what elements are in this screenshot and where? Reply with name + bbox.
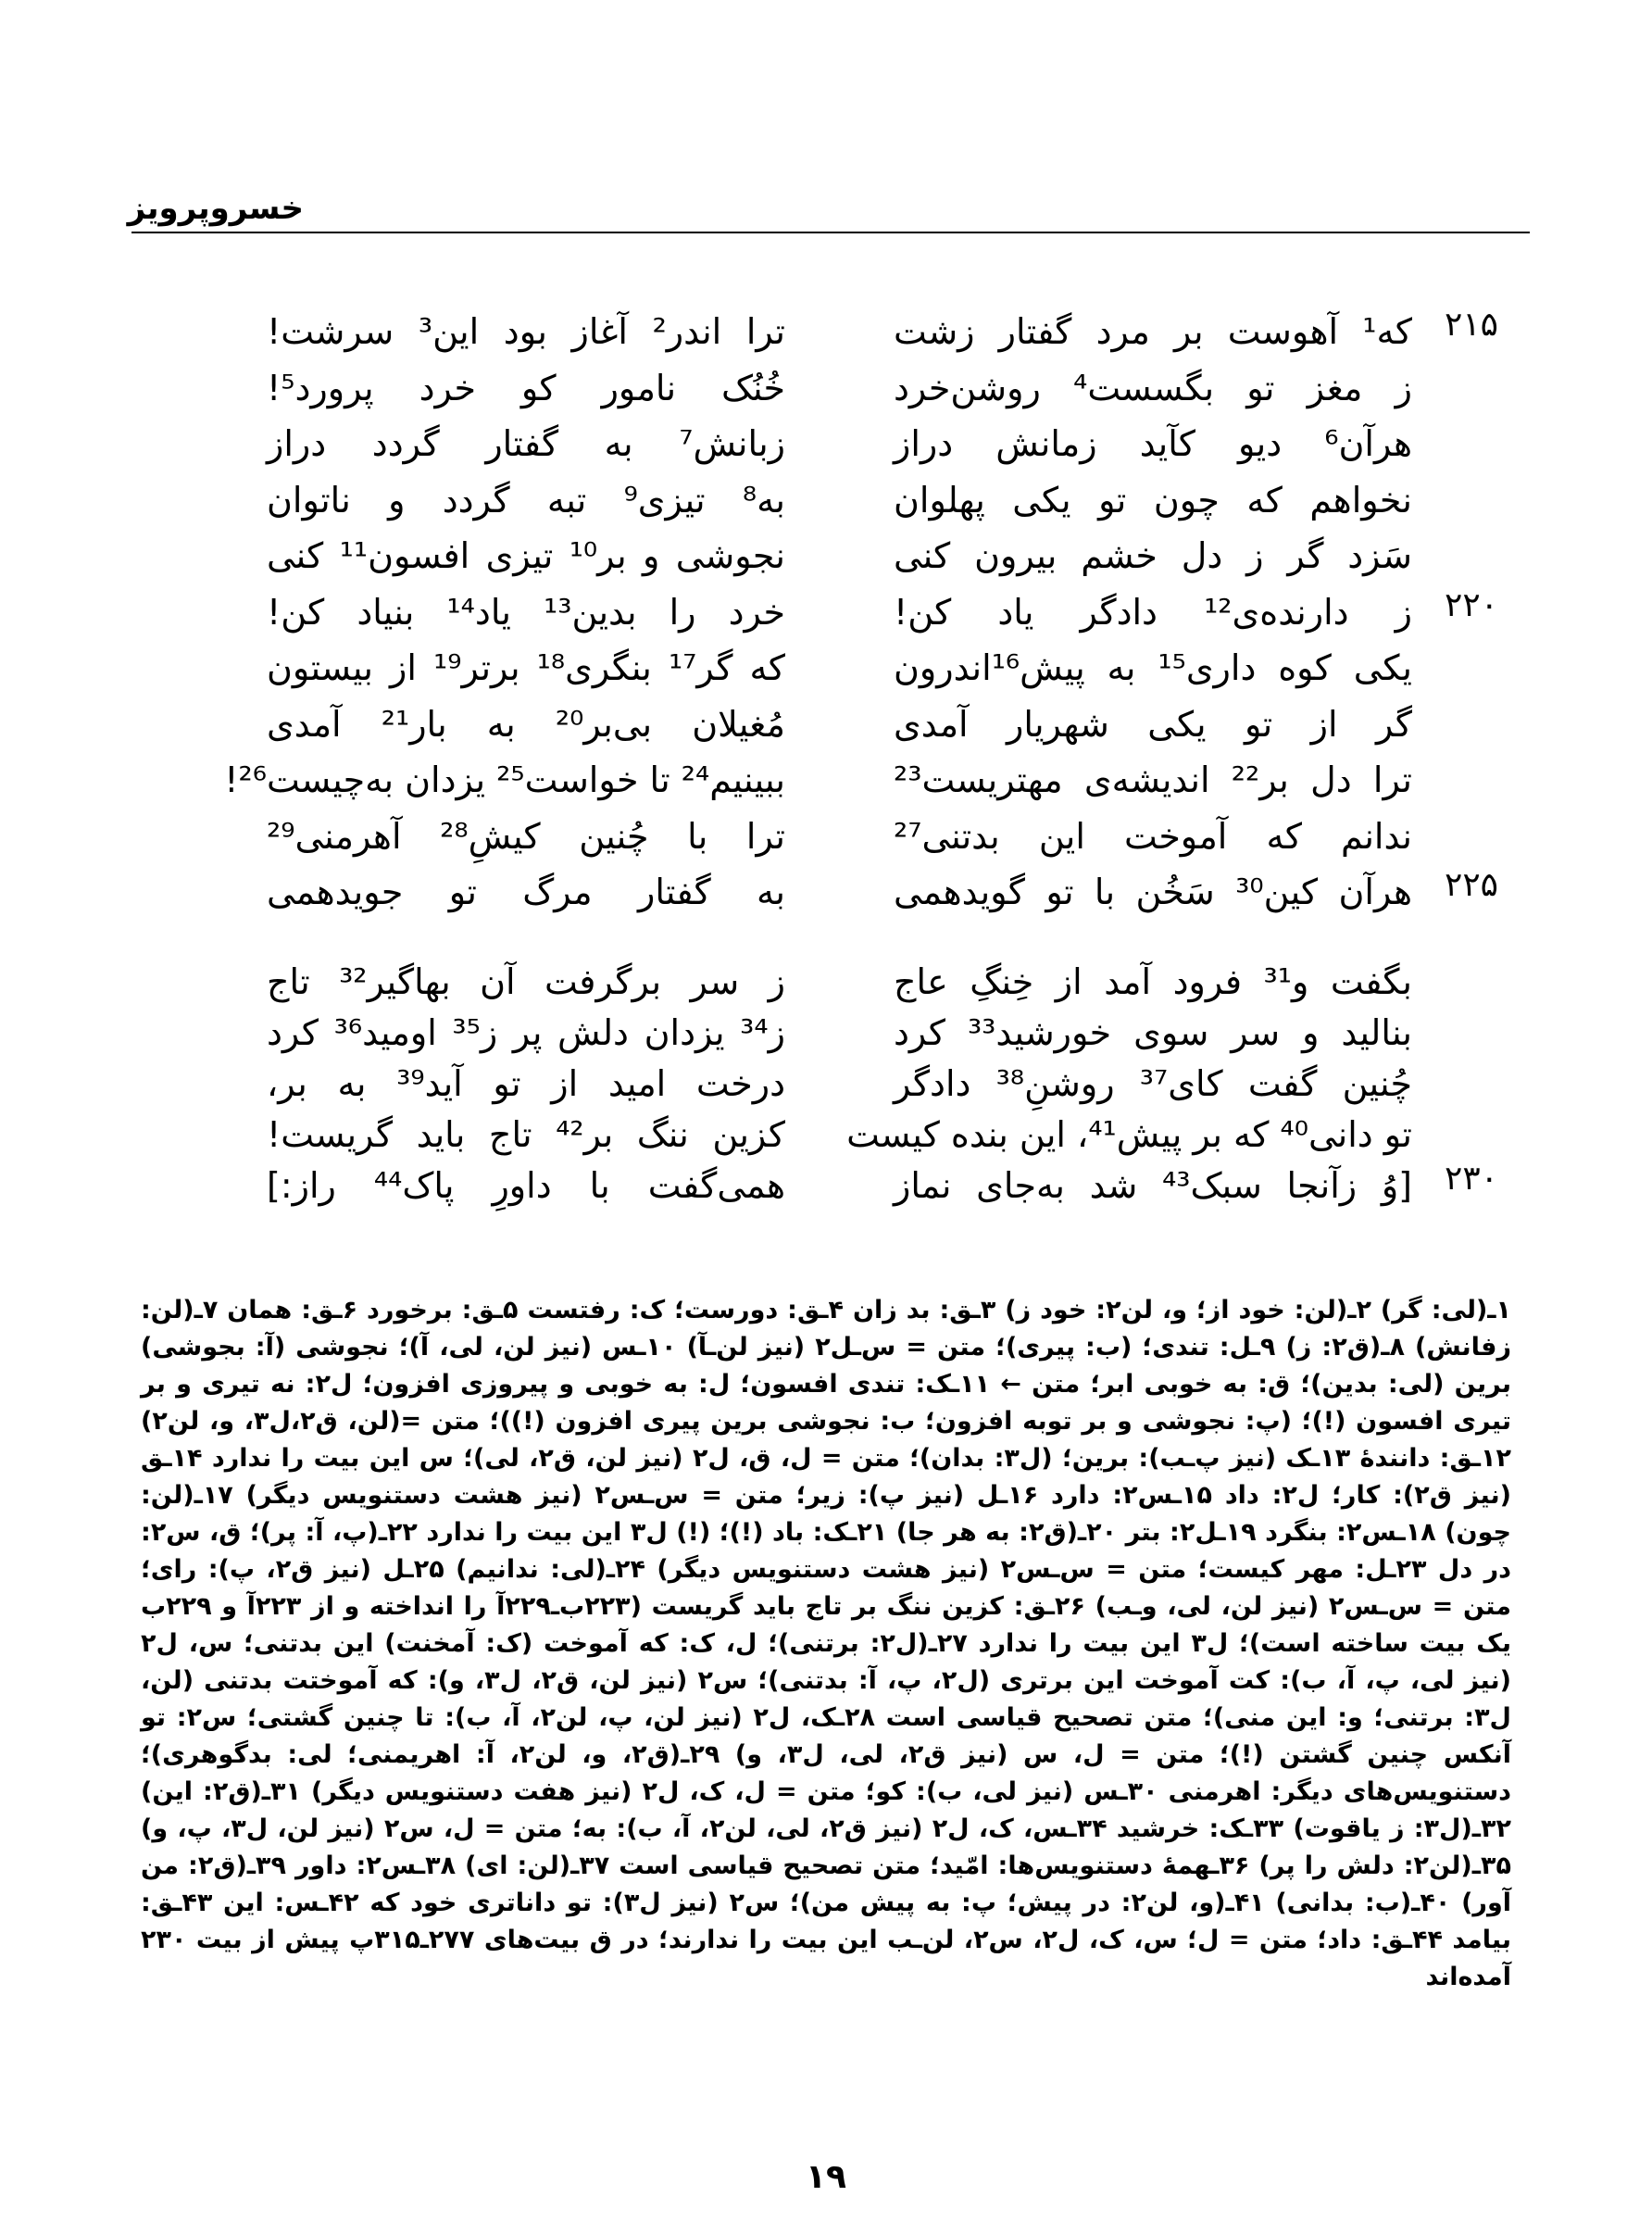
- hemistich-right: هرآن⁶ دیو کآید زمانش دراز: [894, 423, 1412, 464]
- hemistich-right: سَزد گر ز دل خشم بیرون کنی: [894, 535, 1412, 576]
- running-header-title: خسروپرویز: [127, 190, 304, 227]
- verse-row: [0, 472, 1652, 535]
- hemistich-right: یکی کوه داری¹⁵ به پیش¹⁶اندرون: [894, 647, 1412, 688]
- hemistich-left: درخت امید از تو آید³⁹ به بر،: [267, 1063, 785, 1104]
- verse-number: ۲۲۵: [1445, 866, 1499, 904]
- verse-row: [0, 1158, 1652, 1221]
- verse-number: ۲۲۰: [1445, 585, 1499, 624]
- verse-row: [0, 640, 1652, 703]
- hemistich-right: ندانم که آموخت این بدتنی²⁷: [894, 815, 1412, 857]
- hemistich-left: ز سر برگرفت آن بهاگیر³² تاج: [267, 961, 785, 1002]
- hemistich-right: گر از تو یکی شهریار آمدی: [894, 703, 1412, 745]
- footnotes: ۱ـ(لی: گر) ۲ـ(لن: خود از؛ و، لن۲: خود ز) ۳ـق: بد زان ۴ـق: دورست؛ ک: رفتست ۵ـق: برخورد ۶ـق: همان ۷ـ(لن: زفانش) ۸ـ(ق۲: ز) ۹ـل: تندی؛ (ب: پیری)؛ متن = س‌ـل۲ (نیز لن‌ـآ) ۱۰ـس (نیز لن، لی، آ)؛ نجوشی (آ: بجوشی) برین (لی: بدین)؛ ق: به خوبی ابر؛ متن ← ۱۱ـک: تندی افسون؛ ل: به خوبی و پیروزی افزون؛ ل۲: نه تیری و بر تیری افسون (!)؛ (پ: نجوشی و بر توبه افزون؛ ب: نجوشی برین پیری افزون (!))؛ متن =(لن، ق۲،ل۳، و، لن۲) ۱۲ـق: دانندهٔ ۱۳ـک (نیز پ‌ـب): برین؛ (ل۳: بدان)؛ متن = ل، ق، ل۲ (نیز لن، ق۲، لی)؛ س این بیت را ندارد ۱۴ـق (نیز ق۲): کار؛ ل۲: داد ۱۵ـس۲: دارد ۱۶ـل (نیز پ): زیر؛ متن = س‌ـس۲ (نیز هشت دستنویس دیگر) ۱۷ـ(لن: چون) ۱۸ـس۲: بنگرد ۱۹ـل۲: بتر ۲۰ـ(ق۲: به هر جا) ۲۱ـک: باد (!)؛ (!) ل۳ این بیت را ندارد ۲۲ـ(پ، آ: پر)؛ ق، س۲: در دل ۲۳ـل: مهر کیست؛ متن = س‌ـس۲ (نیز هشت دستنویس دیگر) ۲۴ـ(لی: ندانیم) ۲۵ـل (نیز ق۲، پ): رای؛ متن = س‌ـس۲ (نیز لن، لی، و‌ـب) ۲۶ـق: کزین ننگ بر تاج باید گریست (۲۲۳ب‌ـ۲۲۹آ را انداخته و از ۲۲۳آ و ۲۲۹ب یک بیت ساخته است)؛ ل۳ این بیت را ندارد ۲۷ـ(ل۲: برتنی)؛ ل، ک: که آموخت (ک: آمخنت) این بدتنی؛ س، ل۲ (نیز لی، پ، آ، ب): کت آموخت این برتری (ل۲، پ، آ: بدتنی)؛ س۲ (نیز لن، ق۲، ل۳، و): که آموختت بدتنی (لن، ل۳: برتنی؛ و: این منی)؛ متن تصحیح قیاسی است ۲۸ـک، ل۲ (نیز لن، پ، لن۲، آ، ب): تا چنین گشتی؛ س۲: تو آنکس چنین گشتن (!)؛ متن = ل، س (نیز ق۲، لی، ل۳، و) ۲۹ـ(ق۲، و، لن۲، آ: اهریمنی؛ لی: بدگوهری)؛ دستنویس‌های دیگر: اهرمنی ۳۰ـس (نیز لی، ب): کو؛ متن = ل، ک، ل۲ (نیز هفت دستنویس دیگر) ۳۱ـ(ق۲: این) ۳۲ـ(ل۳: ز یاقوت) ۳۳ـک: خرشید ۳۴ـس، ک، ل۲ (نیز ق۲، لی، لن۲، آ، ب): به؛ متن = ل، س۲ (نیز لن، ل۳، پ، و) ۳۵ـ(لن۲: دلش را پر) ۳۶ـهمهٔ دستنویس‌ها: امّید؛ متن تصحیح قیاسی است ۳۷ـ(لن: ای) ۳۸ـس۲: داور ۳۹ـ(ق۲: من آور) ۴۰ـ(ب: بدانی) ۴۱ـ(و، لن۲: در پیش؛ پ: به پیش من)؛ س۲ (نیز ل۳): تو داناتری خود که ۴۲ـس: این ۴۳ـق: بیامد ۴۴ـق: داد؛ متن = ل؛ س، ک، ل۲، س۲، لن‌ـب این بیت را ندارند؛ در ق بیت‌های ۲۷۷ـ۳۱۵پ پیش از بیت ۲۳۰ آمده‌اند: [141, 1296, 1512, 1991]
- hemistich-left: کزین ننگ بر⁴² تاج باید گریست!: [267, 1114, 785, 1155]
- hemistich-right: که¹ آهوست بر مرد گفتار زشت: [894, 311, 1412, 352]
- hemistich-right: ز مغز تو بگسست⁴ روشن‌خرد: [894, 367, 1412, 408]
- verse-row: [0, 864, 1652, 927]
- verse-number: ۲۱۵: [1445, 306, 1499, 344]
- hemistich-right: چُنین گفت کای³⁷ روشنِ³⁸ دادگر: [894, 1063, 1412, 1104]
- hemistich-right: [وُ زآنجا سبک⁴³ شد به‌جای نماز: [894, 1165, 1412, 1206]
- header-rule: [131, 232, 1530, 233]
- verse-row: [0, 809, 1652, 872]
- verse-row: [0, 360, 1652, 423]
- hemistich-left: ببینیم²⁴ تا خواست²⁵ یزدان به‌چیست²⁶!: [224, 759, 785, 800]
- hemistich-right: ز دارنده‌ی¹² دادگر یاد کن!: [894, 591, 1412, 633]
- hemistich-right: تو دانی⁴⁰ که بر پیش⁴¹، این بنده کیست: [846, 1114, 1412, 1155]
- verse-row: [0, 528, 1652, 591]
- verse-row: [0, 584, 1652, 647]
- verse-row: [0, 752, 1652, 815]
- verse-stanza-1: [0, 304, 1652, 915]
- hemistich-right: ترا دل بر²² اندیشه‌ی مهتریست²³: [894, 759, 1412, 800]
- hemistich-left: که گر¹⁷ بنگری¹⁸ برتر¹⁹ از بیستون: [267, 647, 786, 688]
- verse-row: [0, 304, 1652, 367]
- hemistich-left: ترا با چُنین کیشِ²⁸ آهرمنی²⁹: [267, 815, 785, 857]
- hemistich-left: زبانش⁷ به گفتار گردد دراز: [267, 423, 785, 464]
- hemistich-left: ترا اندر² آغاز بود این³ سرشت!: [267, 311, 785, 352]
- hemistich-right: بگفت و³¹ فرود آمد از خِنگِ عاج: [894, 961, 1412, 1002]
- hemistich-right: نخواهم که چون تو یکی پهلوان: [894, 479, 1412, 521]
- hemistich-left: به⁸ تیزی⁹ تبه گردد و ناتوان: [267, 479, 786, 521]
- hemistich-left: ز³⁴ یزدان دلش پر ز³⁵ اومید³⁶ کرد: [267, 1012, 785, 1053]
- hemistich-right: هرآن کین³⁰ سَخُن با تو گویدهمی: [894, 872, 1412, 912]
- hemistich-left: خرد را بدین¹³ یاد¹⁴ بنیاد کن!: [267, 591, 785, 633]
- page-number: ۱۹: [806, 2158, 846, 2196]
- hemistich-left: نجوشی و بر¹⁰ تیزی افسون¹¹ کنی: [267, 535, 786, 576]
- verse-row: [0, 416, 1652, 479]
- verse-row: [0, 697, 1652, 759]
- verse-stanza-2: [0, 954, 1652, 1269]
- hemistich-left: به گفتار مرگ تو جویدهمی: [267, 872, 785, 912]
- hemistich-left: همی‌گفت با داورِ پاک⁴⁴ راز:]: [267, 1165, 786, 1206]
- hemistich-left: مُغیلان بی‌بر²⁰ به بار²¹ آمدی: [267, 703, 785, 745]
- hemistich-left: خُنُک نامور کو خرد پرورد⁵!: [267, 367, 785, 408]
- verse-number: ۲۳۰: [1445, 1160, 1499, 1198]
- hemistich-right: بنالید و سر سوی خورشید³³ کرد: [894, 1012, 1412, 1053]
